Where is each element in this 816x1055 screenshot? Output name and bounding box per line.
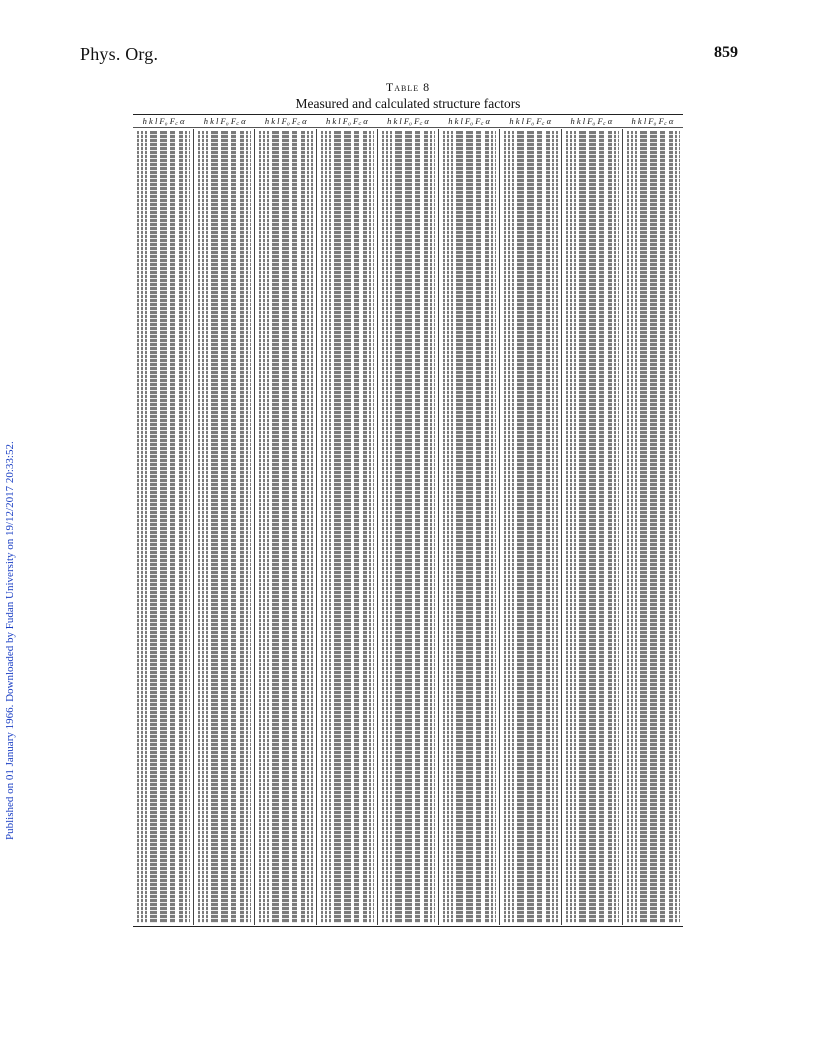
column-header-row (133, 115, 683, 127)
dense-data-block (504, 131, 557, 923)
data-column (623, 129, 683, 925)
column-header: h k l F₀ F꜀ α (326, 116, 368, 126)
table-label: Table 8 (385, 80, 431, 94)
running-head: Phys. Org. (80, 44, 159, 64)
table-bottom-rule (133, 926, 683, 927)
page-number: 859 (714, 44, 738, 61)
data-column (194, 129, 255, 925)
dense-data-block (566, 131, 619, 923)
column-header: h k l F₀ F꜀ α (264, 116, 307, 126)
dense-data-block (137, 131, 190, 923)
dense-data-block (382, 131, 435, 923)
table-title: Measured and calculated structure factors (295, 96, 521, 111)
table-header-rule (133, 127, 683, 128)
column-header: h k l F₀ F꜀ α (203, 116, 246, 126)
dense-data-block (198, 131, 251, 923)
data-column (133, 129, 194, 925)
column-header: h k l F₀ F꜀ α (387, 116, 429, 126)
data-column (562, 129, 623, 925)
data-column (255, 129, 316, 925)
data-column (378, 129, 439, 925)
column-header: h k l F₀ F꜀ α (631, 116, 674, 126)
data-column (500, 129, 561, 925)
download-watermark[interactable]: Published on 01 January 1966. Downloaded by Fudan University on 19/12/2017 20:33:52. (4, 441, 16, 840)
column-header: h k l F₀ F꜀ α (142, 116, 185, 126)
dense-data-block (321, 131, 374, 923)
structure-factor-table-body (133, 129, 683, 925)
data-column (439, 129, 500, 925)
column-header: h k l F₀ F꜀ α (509, 116, 552, 126)
column-header: h k l F₀ F꜀ α (570, 116, 613, 126)
dense-data-block (259, 131, 312, 923)
dense-data-block (627, 131, 680, 923)
data-column (317, 129, 378, 925)
dense-data-block (443, 131, 496, 923)
column-header: h k l F₀ F꜀ α (448, 116, 490, 126)
